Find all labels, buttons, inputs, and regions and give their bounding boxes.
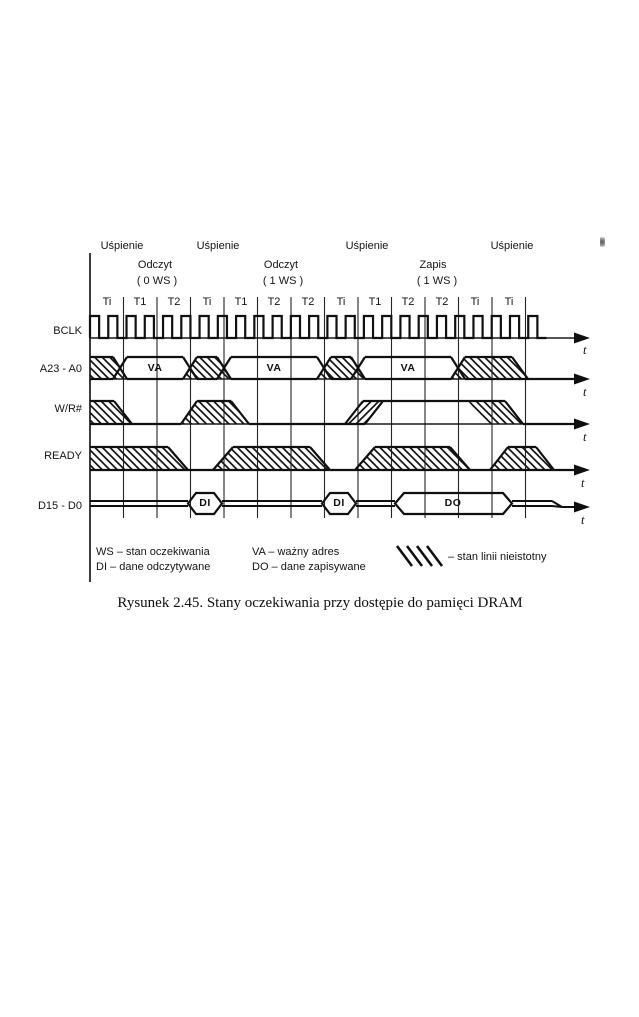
tstate-label-12: Ti (504, 296, 514, 308)
cycle-ws-read0: ( 0 WS ) (136, 275, 178, 287)
bus-value-do: DO (444, 497, 462, 509)
tstate-label-4: T1 (234, 296, 248, 308)
legend-hatch-meaning: – stan linii nieistotny (448, 551, 547, 563)
legend-di: DI – dane odczytywane (96, 561, 211, 573)
tstate-label-11: Ti (470, 296, 480, 308)
tstate-label-3: Ti (202, 296, 212, 308)
bclk-waveform (90, 316, 547, 338)
tstate-label-1: T1 (133, 296, 147, 308)
tstate-label-6: T2 (301, 296, 315, 308)
time-axis-label-write-read: t (583, 430, 587, 444)
bus-value-di-1: DI (199, 497, 211, 509)
tstate-label-0: Ti (102, 296, 112, 308)
ready-waveform (90, 447, 574, 470)
bus-value-va-2: VA (266, 362, 282, 374)
phase-label-sleep-2: Uśpienie (196, 240, 240, 252)
phase-label-sleep-4: Uśpienie (490, 240, 534, 252)
tstate-label-5: T2 (267, 296, 281, 308)
cycle-label-read1: Odczyt (263, 259, 299, 271)
cycle-label-write1: Zapis (419, 259, 447, 271)
bus-value-va-3: VA (400, 362, 416, 374)
tstate-label-10: T2 (435, 296, 449, 308)
signal-label-bclk: BCLK (53, 325, 82, 337)
cycle-ws-read1: ( 1 WS ) (262, 275, 304, 287)
figure-caption: Rysunek 2.45. Stany oczekiwania przy dostępie do pamięci DRAM (117, 595, 523, 611)
time-axis-label-data: t (581, 513, 585, 527)
write-read-waveform (90, 401, 574, 424)
bus-value-di-2: DI (333, 497, 345, 509)
signal-label-data: D15 - D0 (37, 500, 82, 512)
phase-label-sleep-3: Uśpienie (345, 240, 389, 252)
address-bus-waveform (90, 357, 574, 379)
data-bus-waveform (90, 493, 574, 514)
tstate-label-9: T2 (401, 296, 415, 308)
legend-do: DO – dane zapisywane (252, 561, 366, 573)
signal-label-address: A23 - A0 (39, 363, 82, 375)
signal-label-ready: READY (44, 450, 82, 462)
legend-ws: WS – stan oczekiwania (96, 546, 210, 558)
tstate-label-2: T2 (167, 296, 181, 308)
legend-hatch-sample (397, 546, 442, 566)
tstate-label-7: Ti (336, 296, 346, 308)
signal-label-write-read: W/R# (54, 403, 82, 415)
phase-label-sleep-1: Uśpienie (100, 240, 144, 252)
tstate-label-8: T1 (368, 296, 382, 308)
time-axis-label-ready: t (581, 476, 585, 490)
bus-value-va-1: VA (147, 362, 163, 374)
legend-va: VA – ważny adres (252, 546, 340, 558)
time-axis-label-bclk: t (583, 343, 587, 357)
cycle-ws-write1: ( 1 WS ) (416, 275, 458, 287)
time-axis-label-address: t (583, 385, 587, 399)
cycle-label-read0: Odczyt (137, 259, 173, 271)
